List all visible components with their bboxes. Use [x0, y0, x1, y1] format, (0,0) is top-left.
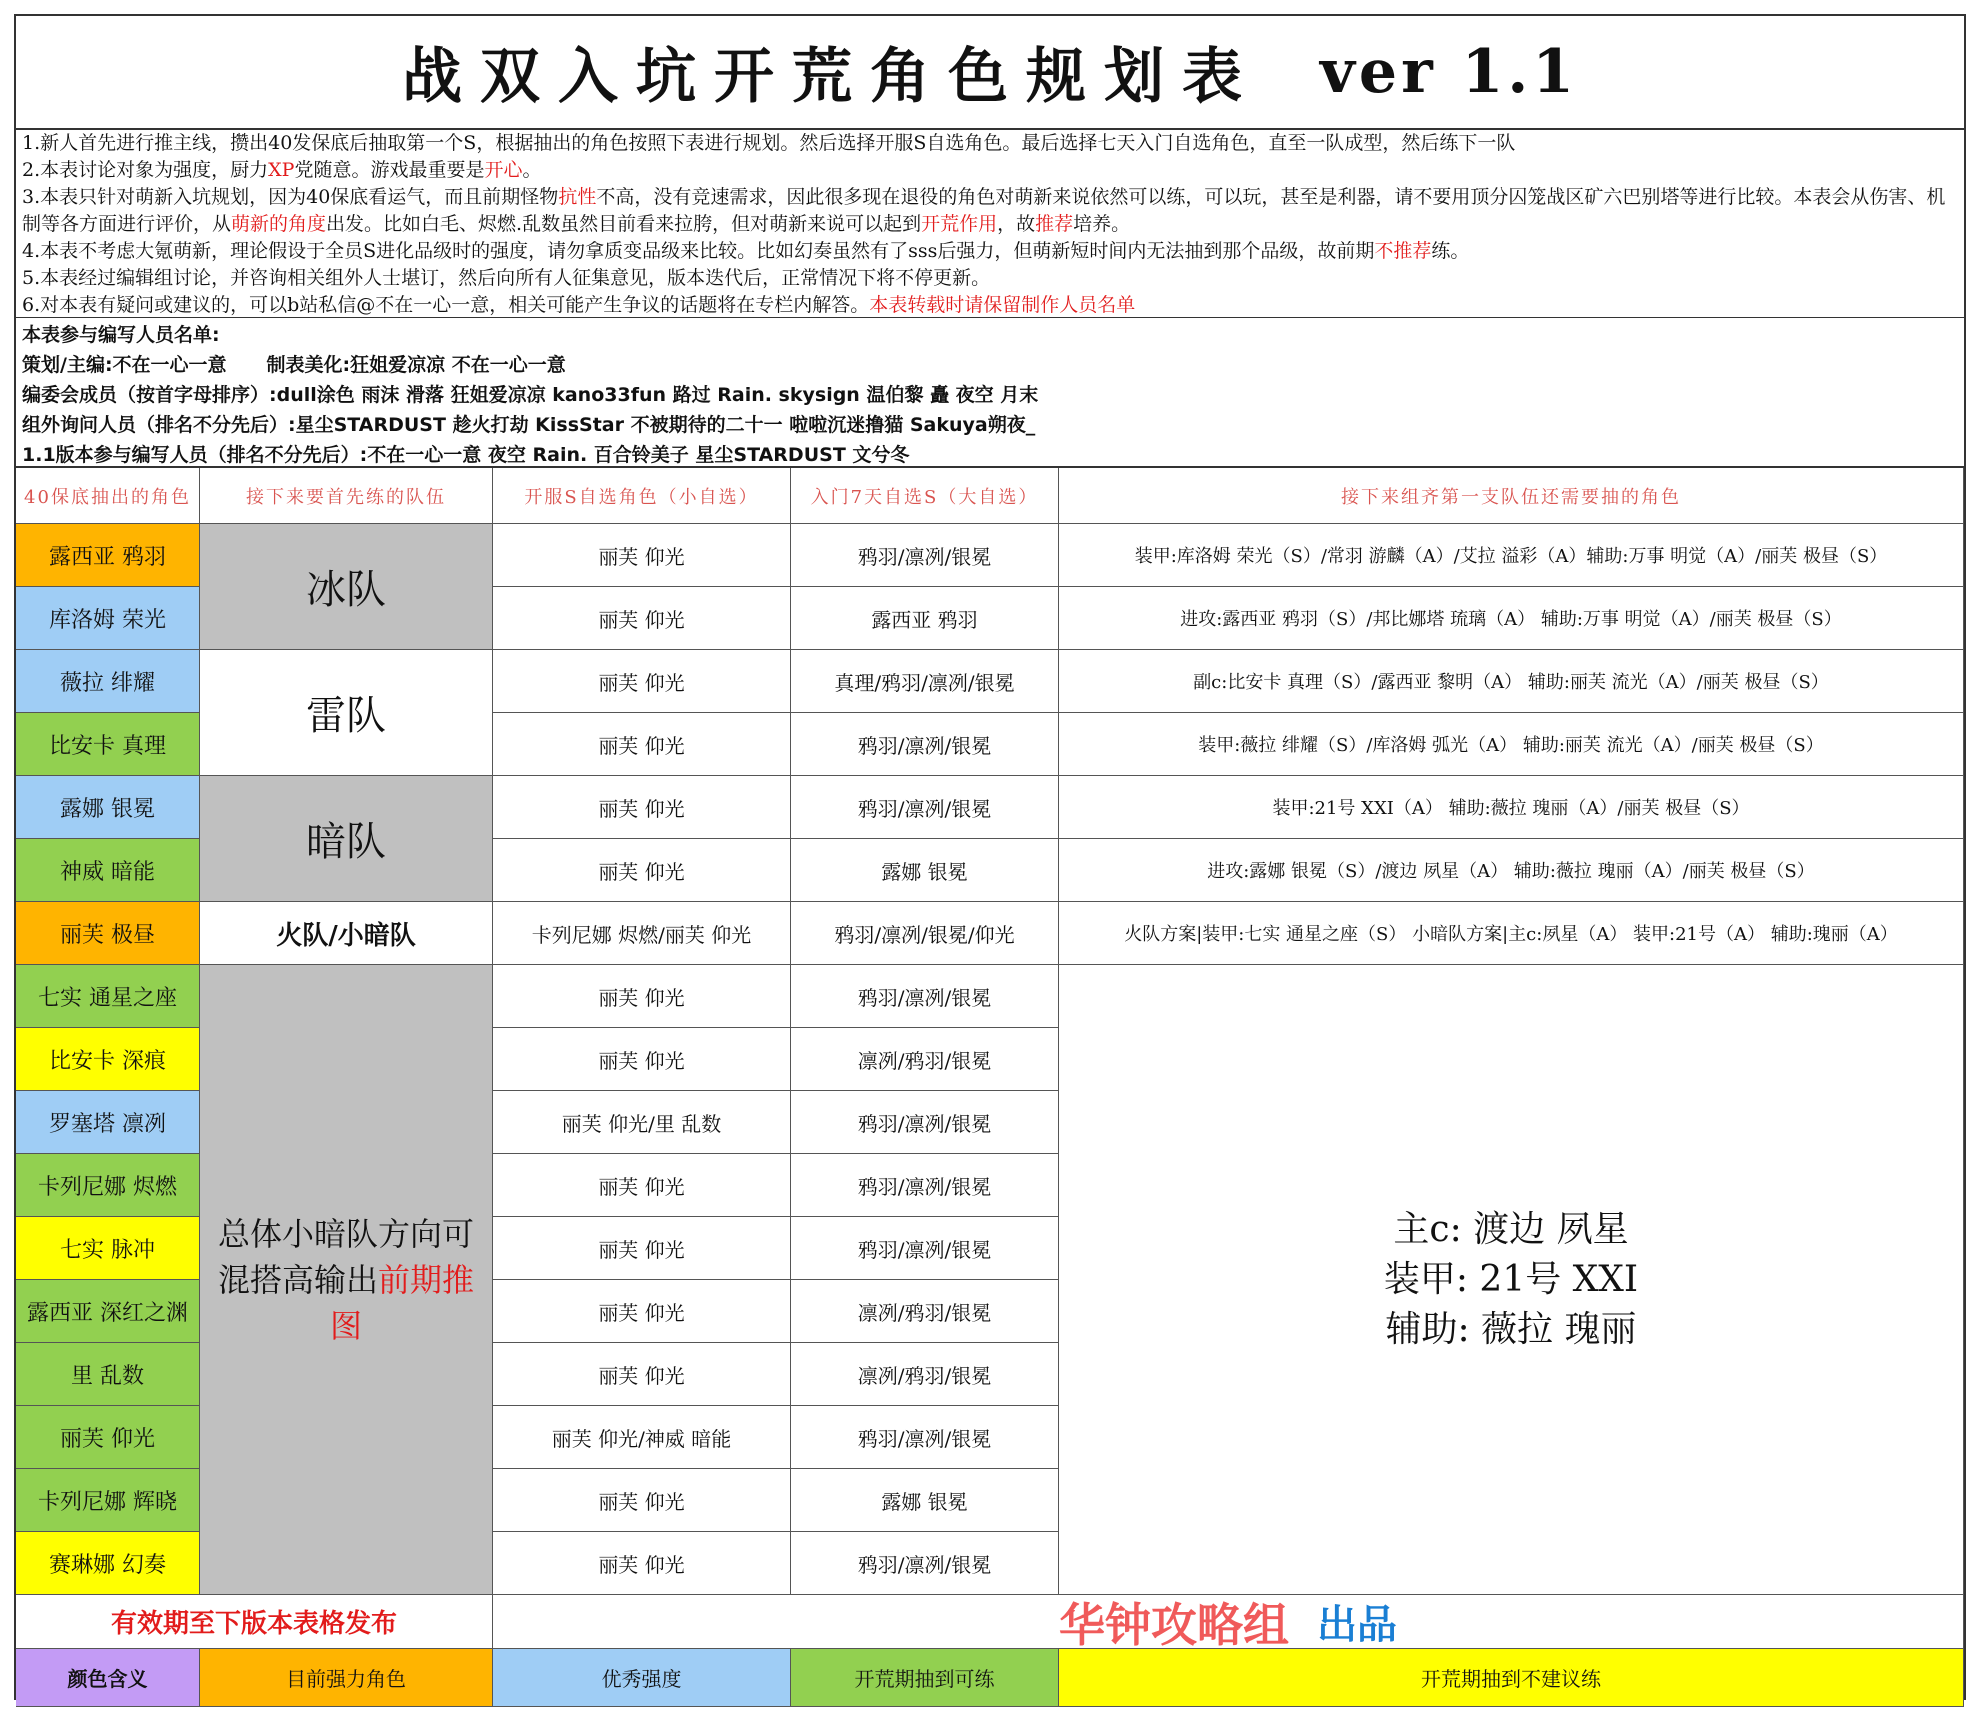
- note-text: 3.本表只针对萌新入坑规划，因为40保底看运气，而且前期怪物: [22, 186, 559, 208]
- small-pick-cell: 丽芙 仰光: [493, 587, 791, 650]
- role-cell: 露西亚 深红之渊: [16, 1280, 200, 1343]
- role-cell: 丽芙 仰光: [16, 1406, 200, 1469]
- small-pick-cell: 丽芙 仰光: [493, 839, 791, 902]
- big-pick-cell: 鸦羽/凛冽/银冕: [791, 1217, 1059, 1280]
- note-text: 4.本表不考虑大氪萌新，理论假设于全员S进化品级时的强度，请勿拿质变品级来比较。比如幻奏虽然有了sss后强力，但萌新短时间内无法抽到那个品级，故前期: [22, 240, 1375, 262]
- needs-cell: 装甲:薇拉 绯耀（S）/库洛姆 弧光（A） 辅助:丽芙 流光（A）/丽芙 极昼（S）: [1059, 713, 1964, 776]
- header-needs: 接下来组齐第一支队伍还需要抽的角色: [1059, 468, 1964, 524]
- big-pick-cell: 鸦羽/凛冽/银冕: [791, 1406, 1059, 1469]
- big-pick-cell: 鸦羽/凛冽/银冕: [791, 1091, 1059, 1154]
- header-big-pick: 入门7天自选S（大自选）: [791, 468, 1059, 524]
- legend-item: 优秀强度: [493, 1649, 791, 1707]
- note-highlight: 推荐: [1035, 213, 1074, 235]
- legend-item: 开荒期抽到不建议练: [1059, 1649, 1964, 1707]
- general-needs-main: 主c: 渡边 夙星: [1393, 1208, 1629, 1250]
- title-main: 战双入坑开荒角色规划表: [402, 42, 1261, 112]
- note-line: [22, 238, 1958, 265]
- role-cell: 比安卡 深痕: [16, 1028, 200, 1091]
- header-40-pity: 40保底抽出的角色: [16, 468, 200, 524]
- small-pick-cell: 丽芙 仰光: [493, 524, 791, 587]
- big-pick-cell: 鸦羽/凛冽/银冕: [791, 776, 1059, 839]
- note-text: 练。: [1431, 240, 1470, 262]
- credits-heading: 本表参与编写人员名单:: [22, 324, 220, 346]
- credits-beautify: 制表美化:狂姐爱凉凉 不在一心一意: [266, 354, 566, 376]
- sheet-title: [16, 16, 1964, 130]
- note-text: 培养。: [1073, 213, 1131, 235]
- big-pick-cell: 真理/鸦羽/凛冽/银冕: [791, 650, 1059, 713]
- small-pick-cell: 丽芙 仰光: [493, 1154, 791, 1217]
- general-needs-armor: 装甲: 21号 XXI: [1383, 1258, 1639, 1300]
- needs-cell: 副c:比安卡 真理（S）/露西亚 黎明（A） 辅助:丽芙 流光（A）/丽芙 极昼（S）: [1059, 650, 1964, 713]
- role-cell: 赛琳娜 幻奏: [16, 1532, 200, 1595]
- big-pick-cell: 鸦羽/凛冽/银冕: [791, 524, 1059, 587]
- credits-consultants: 组外询问人员（排名不分先后）:星尘STARDUST 趁火打劫 KissStar 不被期待的二十一 啦啦沉迷撸猫 Sakuya朔夜_: [22, 414, 1036, 436]
- producer-group: 华钟攻略组: [1059, 1597, 1289, 1649]
- small-pick-cell: 丽芙 仰光: [493, 1028, 791, 1091]
- big-pick-cell: 凛冽/鸦羽/银冕: [791, 1343, 1059, 1406]
- team-general-b: 前期推图: [329, 1260, 475, 1345]
- team-ice: 冰队: [200, 524, 493, 650]
- credits-committee: 编委会成员（按首字母排序）:dull涂色 雨沫 滑落 狂姐爱凉凉 kano33fun 路过 Rain. skysign 温伯黎 矗 夜空 月末: [22, 384, 1039, 406]
- big-pick-cell: 露娜 银冕: [791, 839, 1059, 902]
- note-text: ，故: [997, 213, 1036, 235]
- note-line: [22, 184, 1958, 238]
- credits-v11: 1.1版本参与编写人员（排名不分先后）:不在一心一意 夜空 Rain. 百合铃美子 星尘STARDUST 文兮冬: [22, 444, 910, 466]
- note-text: 2.本表讨论对象为强度，厨力: [22, 159, 269, 181]
- big-pick-cell: 凛冽/鸦羽/银冕: [791, 1028, 1059, 1091]
- big-pick-cell: 鸦羽/凛冽/银冕/仰光: [791, 902, 1059, 965]
- note-line: [22, 265, 1958, 292]
- big-pick-cell: 露娜 银冕: [791, 1469, 1059, 1532]
- note-text: 不高，没有竞速需求，因此很多现在退役的角色对萌新来说依然可以练，可以玩，甚至是利器，请不要用顶分囚笼战区矿六巴别塔等进行比较。本表会从伤害、机制等各方面进行评价，从: [22, 186, 1946, 235]
- notes-section: [16, 128, 1964, 318]
- big-pick-cell: 鸦羽/凛冽/银冕: [791, 1532, 1059, 1595]
- small-pick-cell: 卡列尼娜 烬燃/丽芙 仰光: [493, 902, 791, 965]
- note-text: 出发。比如白毛、烬燃.乱数虽然目前看来拉胯，但对萌新来说可以起到: [326, 213, 922, 235]
- big-pick-cell: 露西亚 鸦羽: [791, 587, 1059, 650]
- small-pick-cell: 丽芙 仰光: [493, 1280, 791, 1343]
- role-cell: 七实 脉冲: [16, 1217, 200, 1280]
- small-pick-cell: 丽芙 仰光: [493, 776, 791, 839]
- note-highlight: XP: [268, 159, 295, 181]
- team-general-text: [210, 1211, 482, 1349]
- role-cell: 库洛姆 荣光: [16, 587, 200, 650]
- role-cell: 丽芙 极昼: [16, 902, 200, 965]
- note-highlight: 本表转载时请保留制作人员名单: [869, 294, 1136, 316]
- needs-cell: 进攻:露西亚 鸦羽（S）/邦比娜塔 琉璃（A） 辅助:万事 明觉（A）/丽芙 极昼（S）: [1059, 587, 1964, 650]
- planning-sheet: [14, 14, 1966, 1700]
- small-pick-cell: 丽芙 仰光: [493, 1532, 791, 1595]
- team-thunder: 雷队: [200, 650, 493, 776]
- note-highlight: 抗性: [558, 186, 597, 208]
- needs-cell: 装甲:21号 XXI（A） 辅助:薇拉 瑰丽（A）/丽芙 极昼（S）: [1059, 776, 1964, 839]
- team-general: [200, 965, 493, 1595]
- note-text: 6.对本表有疑问或建议的，可以b站私信@不在一心一意，相关可能产生争议的话题将在专栏内解答。: [22, 294, 870, 316]
- small-pick-cell: 丽芙 仰光: [493, 713, 791, 776]
- big-pick-cell: 凛冽/鸦羽/银冕: [791, 1280, 1059, 1343]
- role-cell: 里 乱数: [16, 1343, 200, 1406]
- credits-section: [16, 318, 1964, 468]
- note-line: [22, 292, 1958, 319]
- legend-item: 开荒期抽到可练: [791, 1649, 1059, 1707]
- big-pick-cell: 鸦羽/凛冽/银冕: [791, 965, 1059, 1028]
- small-pick-cell: 丽芙 仰光: [493, 1469, 791, 1532]
- general-needs: [1059, 965, 1964, 1595]
- role-cell: 卡列尼娜 烬燃: [16, 1154, 200, 1217]
- legend-item: 颜色含义: [16, 1649, 200, 1707]
- big-pick-cell: 鸦羽/凛冽/银冕: [791, 713, 1059, 776]
- small-pick-cell: 丽芙 仰光/里 乱数: [493, 1091, 791, 1154]
- header-small-pick: 开服S自选角色（小自选）: [493, 468, 791, 524]
- small-pick-cell: 丽芙 仰光: [493, 965, 791, 1028]
- note-text: 1.新人首先进行推主线，攒出40发保底后抽取第一个S，根据抽出的角色按照下表进行规划。然后选择开服S自选角色。最后选择七天入门自选角色，直至一队成型，然后练下一队: [22, 132, 1516, 154]
- title-version: ver 1.1: [1320, 37, 1578, 107]
- general-needs-support: 辅助: 薇拉 瑰丽: [1385, 1308, 1637, 1350]
- note-line: [22, 157, 1958, 184]
- producer-suffix: 出品: [1317, 1602, 1397, 1648]
- credits-planner-line: [22, 350, 1958, 380]
- needs-cell: 火队方案|装甲:七实 通星之座（S） 小暗队方案|主c:夙星（A） 装甲:21号（A） 辅助:瑰丽（A）: [1059, 902, 1964, 965]
- note-highlight: 萌新的角度: [231, 213, 327, 235]
- small-pick-cell: 丽芙 仰光: [493, 650, 791, 713]
- credits-planner: 策划/主编:不在一心一意: [22, 354, 227, 376]
- note-highlight: 不推荐: [1374, 240, 1432, 262]
- big-pick-cell: 鸦羽/凛冽/银冕: [791, 1154, 1059, 1217]
- role-cell: 露西亚 鸦羽: [16, 524, 200, 587]
- role-cell: 露娜 银冕: [16, 776, 200, 839]
- needs-cell: 装甲:库洛姆 荣光（S）/常羽 游麟（A）/艾拉 溢彩（A）辅助:万事 明觉（A）/丽芙 极昼（S）: [1059, 524, 1964, 587]
- team-fire: 火队/小暗队: [200, 902, 493, 965]
- team-general-a: 总体小暗队方向可混搭高输出: [217, 1214, 474, 1299]
- validity-note: 有效期至下版本表格发布: [16, 1595, 493, 1649]
- note-text: 。: [522, 159, 542, 181]
- small-pick-cell: 丽芙 仰光: [493, 1343, 791, 1406]
- role-cell: 薇拉 绯耀: [16, 650, 200, 713]
- legend-item: 目前强力角色: [200, 1649, 493, 1707]
- small-pick-cell: 丽芙 仰光/神威 暗能: [493, 1406, 791, 1469]
- role-cell: 比安卡 真理: [16, 713, 200, 776]
- role-cell: 七实 通星之座: [16, 965, 200, 1028]
- role-cell: 卡列尼娜 辉晓: [16, 1469, 200, 1532]
- small-pick-cell: 丽芙 仰光: [493, 1217, 791, 1280]
- role-cell: 罗塞塔 凛冽: [16, 1091, 200, 1154]
- team-dark: 暗队: [200, 776, 493, 902]
- planning-table: [16, 468, 1964, 1700]
- header-first-team: 接下来要首先练的队伍: [200, 468, 493, 524]
- needs-cell: 进攻:露娜 银冕（S）/渡边 夙星（A） 辅助:薇拉 瑰丽（A）/丽芙 极昼（S）: [1059, 839, 1964, 902]
- note-highlight: 开荒作用: [921, 213, 998, 235]
- note-text: 5.本表经过编辑组讨论，并咨询相关组外人士堪订，然后向所有人征集意见，版本迭代后，正常情况下将不停更新。: [22, 267, 991, 289]
- note-highlight: 开心: [484, 159, 523, 181]
- note-line: [22, 130, 1958, 157]
- note-text: 党随意。游戏最重要是: [294, 159, 485, 181]
- producer-credit: [493, 1595, 1964, 1649]
- role-cell: 神威 暗能: [16, 839, 200, 902]
